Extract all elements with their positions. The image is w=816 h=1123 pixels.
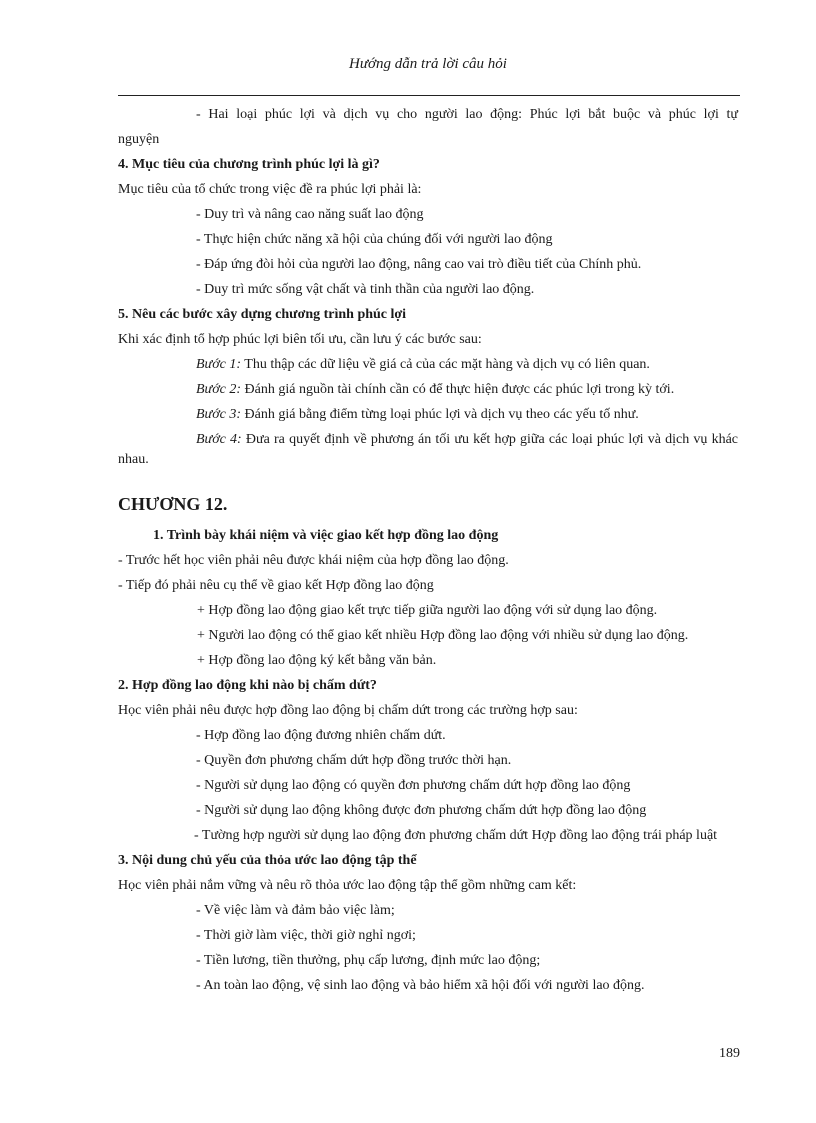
list-item: - Người sử dụng lao động có quyền đơn phương chấm dứt hợp đồng lao động [196, 778, 631, 793]
step-item [118, 380, 738, 400]
page-number: 189 [719, 1046, 740, 1061]
list-item: - Hợp đồng lao động đương nhiên chấm dứt. [196, 728, 446, 743]
step-item [118, 405, 738, 425]
step-text: Đánh giá nguồn tài chính cần có để thực hiện được các phúc lợi trong kỳ tới. [241, 382, 675, 397]
list-item: - Duy trì mức sống vật chất và tinh thần của người lao động. [196, 282, 535, 297]
step-text: Thu thập các dữ liệu về giá cả của các mặt hàng và dịch vụ có liên quan. [241, 357, 650, 372]
list-item: - Người sử dụng lao động không được đơn phương chấm dứt hợp đồng lao động [196, 803, 647, 818]
step-label: Bước 4: [196, 432, 242, 447]
step-label: Bước 1: [196, 357, 242, 372]
list-item: - Tiền lương, tiền thưởng, phụ cấp lương, định mức lao động; [196, 953, 541, 968]
paragraph-line: - Tiếp đó phải nêu cụ thể về giao kết Hợp đồng lao động [118, 578, 434, 593]
list-item: - An toàn lao động, vệ sinh lao động và bảo hiểm xã hội đối với người lao động. [196, 978, 645, 993]
page-content [118, 105, 738, 1001]
question-2-intro: Học viên phải nêu được hợp đồng lao động bị chấm dứt trong các trường hợp sau: [118, 703, 578, 718]
step-item [118, 355, 738, 375]
header-rule [118, 95, 740, 96]
chapter12-question-1-heading: 1. Trình bày khái niệm và việc giao kết hợp đồng lao động [153, 528, 499, 543]
sub-item: + Hợp đồng lao động ký kết bằng văn bản. [197, 653, 437, 668]
question-5-heading: 5. Nêu các bước xây dựng chương trình phúc lợi [118, 307, 407, 322]
step-text: Đưa ra quyết định về phương án tối ưu kết hợp giữa các loại phúc lợi và dịch vụ khác nhau. [118, 432, 738, 467]
question-3-intro: Học viên phải nắm vững và nêu rõ thỏa ước lao động tập thể gồm những cam kết: [118, 878, 577, 893]
paragraph-line: - Trước hết học viên phải nêu được khái niệm của hợp đồng lao động. [118, 553, 509, 568]
step-text: Đánh giá bằng điểm từng loại phúc lợi và dịch vụ theo các yếu tố như. [241, 407, 639, 422]
list-item: - Quyền đơn phương chấm dứt hợp đồng trước thời hạn. [196, 753, 512, 768]
list-item: - Tường hợp người sử dụng lao động đơn phương chấm dứt Hợp đồng lao động trái pháp luật [194, 828, 718, 843]
chapter-title: CHƯƠNG 12. [118, 494, 228, 514]
chapter12-question-2-heading: 2. Hợp đồng lao động khi nào bị chấm dứt? [118, 678, 377, 693]
sub-item: + Hợp đồng lao động giao kết trực tiếp giữa người lao động với sử dụng lao động. [197, 603, 658, 618]
chapter12-question-3-heading: 3. Nội dung chủ yếu của thỏa ước lao động tập thể [118, 853, 417, 868]
step-label: Bước 3: [196, 407, 242, 422]
step-label: Bước 2: [196, 382, 242, 397]
list-item: - Đáp ứng đòi hỏi của người lao động, nâng cao vai trò điều tiết của Chính phủ. [196, 257, 642, 272]
question-4-heading: 4. Mục tiêu của chương trình phúc lợi là gì? [118, 157, 380, 172]
list-item: - Thực hiện chức năng xã hội của chúng đối với người lao động [196, 232, 553, 247]
question-5-intro: Khi xác định tổ hợp phúc lợi biên tối ưu, cần lưu ý các bước sau: [118, 332, 482, 347]
welfare-types-line-cont: nguyện [118, 132, 160, 147]
list-item: - Về việc làm và đảm bảo việc làm; [196, 903, 395, 918]
list-item: - Thời giờ làm việc, thời giờ nghỉ ngơi; [196, 928, 416, 943]
running-header: Hướng dẫn trả lời câu hỏi [349, 56, 507, 72]
step-item [118, 430, 738, 470]
question-4-intro: Mục tiêu của tổ chức trong việc đề ra phúc lợi phải là: [118, 182, 422, 197]
sub-item: + Người lao động có thể giao kết nhiều Hợp đồng lao động với nhiều sử dụng lao động. [197, 628, 689, 643]
list-item: - Duy trì và nâng cao năng suất lao động [196, 207, 424, 222]
welfare-types-line: - Hai loại phúc lợi và dịch vụ cho người lao động: Phúc lợi bắt buộc và phúc lợi tự [196, 107, 738, 122]
